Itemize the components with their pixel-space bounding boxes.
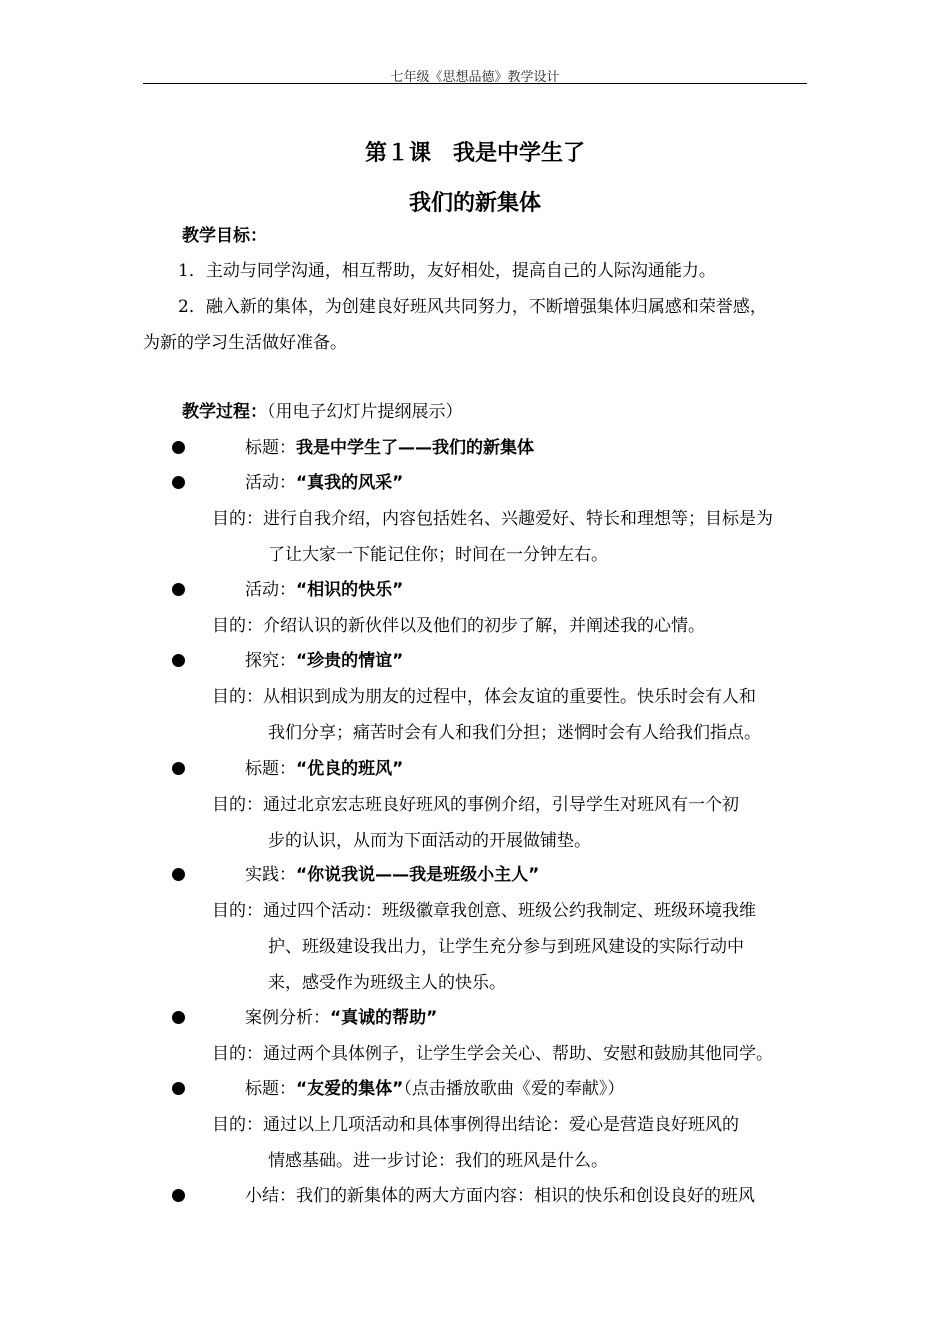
process-item xyxy=(245,653,403,670)
process-item xyxy=(245,582,403,599)
process-item-purpose: 我们分享；痛苦时会有人和我们分担；迷惘时会有人给我们指点。 xyxy=(268,723,761,743)
process-item xyxy=(245,440,534,457)
process-item xyxy=(245,1010,437,1027)
process-item-title: “珍贵的情谊” xyxy=(296,651,404,671)
bullet-icon xyxy=(172,1082,185,1095)
process-item-purpose: 目的：介绍认识的新伙伴以及他们的初步了解，并阐述我的心情。 xyxy=(212,616,705,636)
process-item-label: 标题： xyxy=(245,1079,296,1099)
goal-item-1: 1．主动与同学沟通，相互帮助，友好相处，提高自己的人际沟通能力。 xyxy=(178,261,716,281)
process-item-purpose: 来，感受作为班级主人的快乐。 xyxy=(268,973,506,993)
process-item-purpose: 了让大家一下能记住你；时间在一分钟左右。 xyxy=(268,545,608,565)
process-item-purpose: 目的：从相识到成为朋友的过程中，体会友谊的重要性。快乐时会有人和 xyxy=(212,687,756,707)
bullet-icon xyxy=(172,583,185,596)
bullet-icon xyxy=(172,868,185,881)
process-heading-row xyxy=(182,404,463,421)
process-item-purpose: 目的：通过北京宏志班良好班风的事例介绍，引导学生对班风有一个初 xyxy=(212,795,739,815)
process-item-note: （点击播放歌曲《爱的奉献》） xyxy=(403,1079,625,1099)
process-item-label: 活动： xyxy=(245,580,296,600)
process-item-label: 活动： xyxy=(245,473,296,493)
process-item-label: 探究： xyxy=(245,651,296,671)
process-item-purpose: 目的：通过两个具体例子，让学生学会关心、帮助、安慰和鼓励其他同学。 xyxy=(212,1044,773,1064)
process-item-purpose: 护、班级建设我出力，让学生充分参与到班风建设的实际行动中 xyxy=(268,937,744,957)
process-item xyxy=(245,1081,624,1098)
process-item-title: “友爱的集体” xyxy=(296,1079,404,1099)
header-divider xyxy=(143,83,807,84)
bullet-icon xyxy=(172,1189,185,1202)
bullet-icon xyxy=(172,441,185,454)
process-item-label: 小结： xyxy=(245,1186,296,1206)
process-item-title: “优良的班风” xyxy=(296,759,404,779)
process-item-purpose: 目的：通过以上几项活动和具体事例得出结论：爱心是营造良好班风的 xyxy=(212,1115,739,1135)
process-item-label: 标题： xyxy=(245,759,296,779)
process-item-label: 实践： xyxy=(245,865,296,885)
goals-heading: 教学目标： xyxy=(182,226,267,246)
process-item-label: 标题： xyxy=(245,438,296,458)
process-item-title: “真我的风采” xyxy=(296,473,404,493)
goal-item-2: 2．融入新的集体，为创建良好班风共同努力，不断增强集体归属感和荣誉感， xyxy=(178,297,767,317)
bullet-icon xyxy=(172,476,185,489)
process-item xyxy=(245,475,403,492)
process-item xyxy=(245,761,403,778)
lesson-title: 第１课 我是中学生了 xyxy=(364,141,585,166)
page-header: 七年级《思想品德》教学设计 xyxy=(390,70,560,85)
process-note: （用电子幻灯片提纲展示） xyxy=(267,402,463,422)
bullet-icon xyxy=(172,1011,185,1024)
process-item-purpose: 步的认识，从而为下面活动的开展做铺垫。 xyxy=(268,831,591,851)
process-item-title: “相识的快乐” xyxy=(296,580,404,600)
process-item xyxy=(245,1188,755,1205)
process-item-purpose: 目的：进行自我介绍，内容包括姓名、兴趣爱好、特长和理想等；目标是为 xyxy=(212,509,773,529)
process-item-note: 我们的新集体的两大方面内容：相识的快乐和创设良好的班风 xyxy=(296,1186,755,1206)
lesson-subtitle: 我们的新集体 xyxy=(408,191,541,216)
goal-item-2-continued: 为新的学习生活做好准备。 xyxy=(143,333,347,353)
process-item-title: “你说我说——我是班级小主人” xyxy=(296,865,540,885)
bullet-icon xyxy=(172,762,185,775)
process-item-purpose: 目的：通过四个活动：班级徽章我创意、班级公约我制定、班级环境我维 xyxy=(212,901,756,921)
bullet-icon xyxy=(172,654,185,667)
process-item-label: 案例分析： xyxy=(245,1008,330,1028)
process-item-purpose: 情感基础。进一步讨论：我们的班风是什么。 xyxy=(268,1151,608,1171)
process-item-title: “真诚的帮助” xyxy=(330,1008,438,1028)
process-heading: 教学过程： xyxy=(182,402,267,422)
process-item-title: 我是中学生了——我们的新集体 xyxy=(296,438,534,458)
process-item xyxy=(245,867,539,884)
